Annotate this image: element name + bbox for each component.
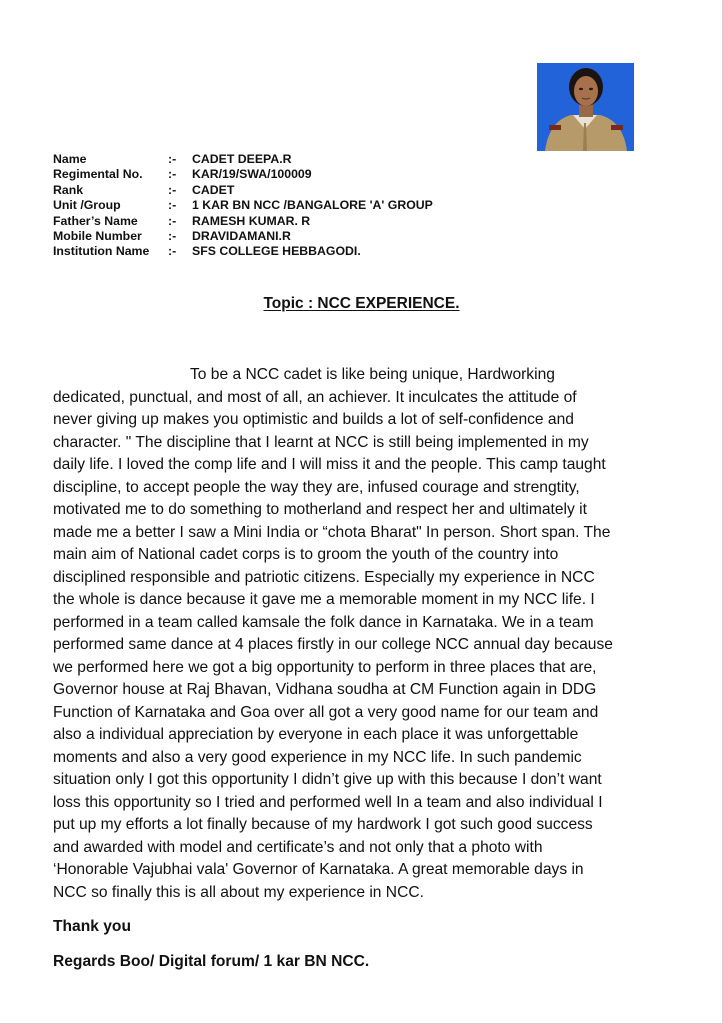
detail-label: Mobile Number: [53, 229, 142, 244]
detail-sep: :-: [168, 198, 177, 213]
detail-value: SFS COLLEGE HEBBAGODI.: [192, 244, 361, 259]
paragraph-line: ‘Honorable Vajubhai vala' Governor of Karnataka. A great memorable days in: [53, 861, 584, 878]
paragraph-line: we performed here we got a big opportunity to perform in three places that are,: [53, 658, 597, 676]
paragraph-line: moments and also a very good experience in my NCC life. In such pandemic: [53, 748, 582, 766]
detail-value: CADET: [192, 182, 235, 197]
paragraph-line: Function of Karnataka and Goa over all got a very good name for our team and: [53, 703, 599, 721]
detail-value: CADET DEEPA.R: [192, 152, 292, 166]
paragraph-line: never giving up makes you optimistic and builds a lot of self-confidence and: [53, 411, 574, 428]
detail-label: Institution Name: [53, 244, 150, 259]
cadet-photo: [537, 63, 634, 151]
paragraph-line: disciplined responsible and patriotic citizens. Especially my experience in NCC: [53, 568, 595, 586]
paragraph-line: Governor house at Raj Bhavan, Vidhana soudha at CM Function again in DDG: [53, 681, 597, 698]
detail-sep: :-: [168, 167, 177, 182]
detail-row: [53, 167, 433, 182]
detail-row: [53, 214, 433, 229]
detail-sep: :-: [168, 244, 177, 259]
detail-row: [53, 229, 433, 244]
paragraph-line: made me a better I saw a Mini India or “chota Bharat" In person. Short span. The: [53, 523, 611, 541]
detail-label: Unit /Group: [53, 198, 121, 213]
paragraph-line: character. " The discipline that I learnt at NCC is still being implemented in my: [53, 433, 589, 451]
paragraph-line: also a individual appreciation by everyone in each place it was unforgettable: [53, 726, 579, 743]
detail-row: [53, 198, 433, 213]
paragraph-line: the whole is dance because it gave me a memorable moment in my NCC life. I: [53, 591, 595, 608]
paragraph-line: daily life. I loved the comp life and I will miss it and the people. This camp taught: [53, 456, 606, 473]
paragraph-line: performed same dance at 4 places firstly in our college NCC annual day because: [53, 636, 613, 653]
detail-sep: :-: [168, 152, 177, 166]
detail-label: Rank: [53, 182, 84, 197]
paragraph-line: motivated me to do something to motherland and respect her and ultimately it: [53, 501, 587, 518]
paragraph-line: loss this opportunity so I tried and performed well In a team and also individual I: [53, 793, 603, 811]
detail-label: Regimental No.: [53, 167, 143, 182]
detail-value: RAMESH KUMAR. R: [192, 213, 311, 228]
paragraph-line: put up my efforts a lot finally because of my hardwork I got such good success: [53, 816, 593, 833]
paragraph-line: dedicated, punctual, and most of all, an achiever. It inculcates the attitude of: [53, 388, 577, 406]
regards-text: Regards Boo/ Digital forum/ 1 kar BN NCC.: [53, 953, 370, 970]
paragraph-line: main aim of National cadet corps is to groom the youth of the country into: [53, 546, 559, 563]
detail-value: KAR/19/SWA/100009: [192, 167, 312, 182]
detail-label: Name: [53, 152, 87, 166]
detail-sep: :-: [168, 229, 177, 244]
paragraph-line: discipline, to accept people the way they are, infused courage and strengtity,: [53, 478, 580, 496]
paragraph-line: and awarded with model and certificate’s and not only that a photo with: [53, 838, 543, 856]
detail-row: [53, 244, 433, 259]
detail-row: [53, 183, 433, 198]
thank-you-text: Thank you: [53, 918, 131, 935]
detail-sep: :-: [168, 213, 177, 228]
paragraph-line: situation only I got this opportunity I didn’t give up with this because I don’t want: [53, 771, 602, 788]
paragraph-line: performed in a team called kamsale the folk dance in Karnataka. We in a team: [53, 613, 594, 631]
detail-value: DRAVIDAMANI.R: [192, 229, 291, 244]
detail-value: 1 KAR BN NCC /BANGALORE 'A' GROUP: [192, 198, 433, 213]
cadet-details: [53, 152, 433, 260]
topic-heading: [0, 295, 723, 313]
detail-row: [53, 152, 433, 167]
detail-label: Father’s Name: [53, 213, 138, 228]
experience-paragraph: [53, 364, 673, 904]
paragraph-line: NCC so finally this is all about my experience in NCC.: [53, 883, 424, 901]
detail-sep: :-: [168, 182, 177, 197]
paragraph-line: To be a NCC cadet is like being unique, Hardworking: [190, 366, 555, 383]
topic-text: Topic : NCC EXPERIENCE.: [263, 295, 460, 312]
